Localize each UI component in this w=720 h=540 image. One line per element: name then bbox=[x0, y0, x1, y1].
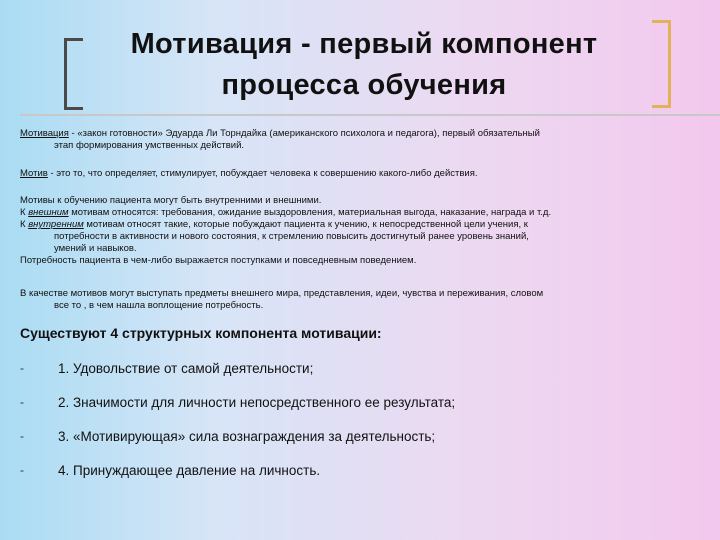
list-item-label: 1. Удовольствие от самой деятельности; bbox=[58, 361, 314, 376]
term-internal: внутренним bbox=[28, 219, 84, 230]
internal-motives-text: мотивам относят такие, которые побуждают пациента к учению, к непосредственной цели учения, к bbox=[83, 219, 528, 230]
list-item-label: 2. Значимости для личности непосредственного ее результата; bbox=[58, 395, 456, 410]
motive-types-line-1: Мотивы к обучению пациента могут быть внутренними и внешними. bbox=[20, 195, 322, 206]
internal-prefix: К bbox=[20, 219, 29, 230]
paragraph-motivation-line-2: этап формирования умственных действий. bbox=[54, 140, 245, 151]
paragraph-motivation bbox=[20, 128, 700, 152]
term-external: внешним bbox=[28, 207, 69, 218]
motive-types-line-4: потребности в активности и нового состояния, к стремлению повысить достигнутый ранее уровень знаний, bbox=[54, 231, 529, 242]
paragraph-motive-types bbox=[20, 195, 700, 267]
left-bracket-decoration bbox=[64, 38, 83, 110]
motive-types-line-5: умений и навыков. bbox=[54, 243, 137, 254]
bullet-dash: - bbox=[20, 395, 24, 409]
term-motivation: Мотивация bbox=[20, 128, 69, 139]
motive-objects-line-2: все то , в чем нашла воплощение потребность. bbox=[54, 300, 264, 311]
list-item-label: 3. «Мотивирующая» сила вознаграждения за деятельность; bbox=[58, 429, 436, 444]
title-divider bbox=[20, 114, 720, 116]
bullet-dash: - bbox=[20, 361, 24, 375]
slide-title bbox=[96, 24, 632, 106]
title-line-2: процесса обучения bbox=[221, 69, 507, 101]
paragraph-motive-text: - это то, что определяет, стимулирует, побуждает человека к совершению какого-либо действия. bbox=[47, 168, 478, 179]
external-motives-text: мотивам относятся: требования, ожидание выздоровления, материальная выгода, наказание, награда и т.д. bbox=[68, 207, 552, 218]
motive-objects-line-1: В качестве мотивов могут выступать предметы внешнего мира, представления, идеи, чувства и переживания, словом bbox=[20, 288, 544, 299]
components-heading: Существуют 4 структурных компонента мотивации: bbox=[20, 325, 382, 341]
title-line-1: Мотивация - первый компонент bbox=[130, 28, 598, 60]
right-bracket-decoration bbox=[652, 20, 671, 108]
paragraph-motive bbox=[20, 168, 700, 180]
term-motive: Мотив bbox=[20, 168, 48, 179]
paragraph-motive-objects bbox=[20, 288, 700, 312]
list-item-label: 4. Принуждающее давление на личность. bbox=[58, 463, 321, 478]
paragraph-motivation-text: - «закон готовности» Эдуарда Ли Торндайка (американского психолога и педагога), первый обязательный bbox=[68, 128, 540, 139]
external-prefix: К bbox=[20, 207, 29, 218]
bullet-dash: - bbox=[20, 429, 24, 443]
bullet-dash: - bbox=[20, 463, 24, 477]
motive-types-line-6: Потребность пациента в чем-либо выражается поступками и повседневным поведением. bbox=[20, 255, 417, 266]
